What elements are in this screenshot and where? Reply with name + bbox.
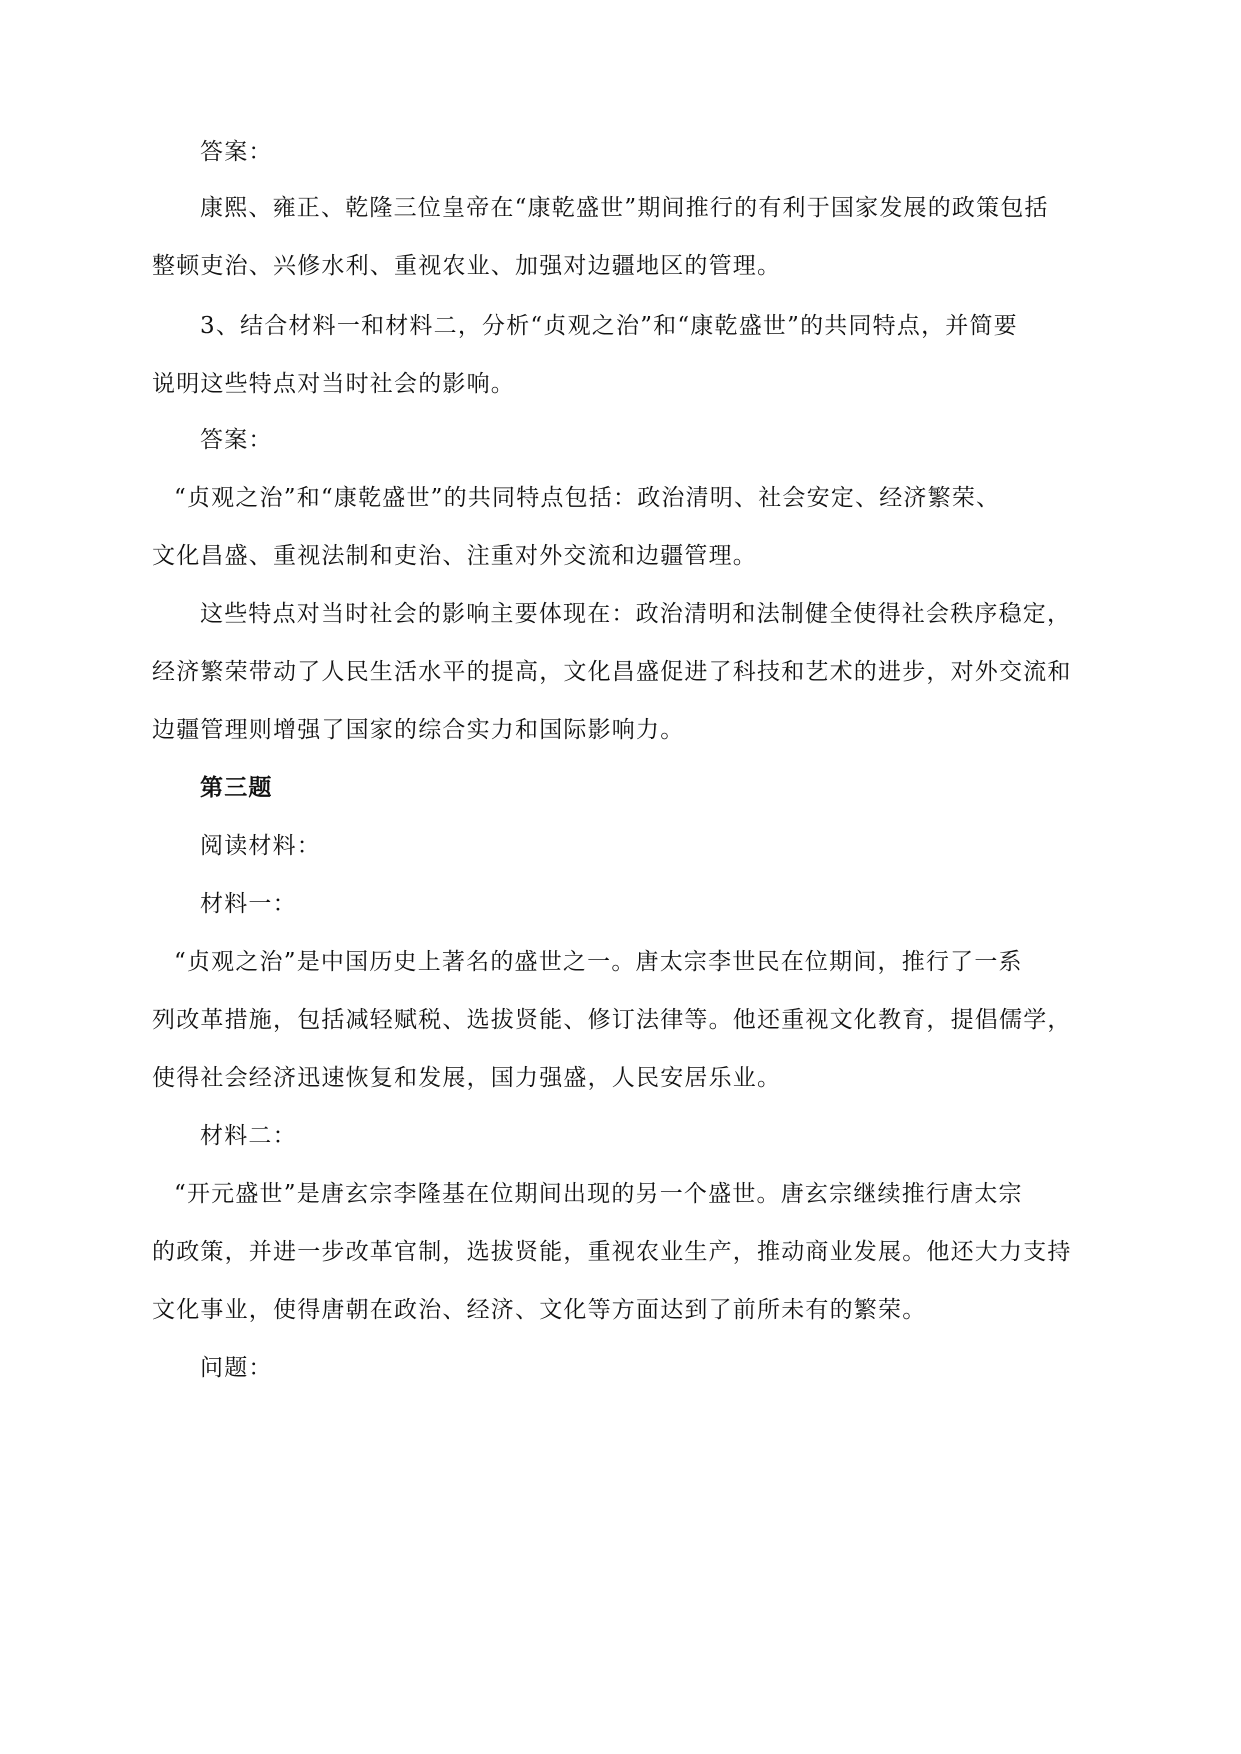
answer-paragraph-line: 边疆管理则增强了国家的综合实力和国际影响力。 <box>152 717 685 743</box>
material-2-line: 文化事业，使得唐朝在政治、经济、文化等方面达到了前所未有的繁荣。 <box>152 1297 927 1323</box>
material-1-line: “贞观之治”是中国历史上著名的盛世之一。唐太宗李世民在位期间，推行了一系 <box>174 949 1023 975</box>
answer-paragraph-line: 经济繁荣带动了人民生活水平的提高，文化昌盛促进了科技和艺术的进步，对外交流和 <box>152 659 1072 685</box>
material-1-line: 列改革措施，包括减轻赋税、选拔贤能、修订法律等。他还重视文化教育，提倡儒学， <box>152 1007 1072 1033</box>
reading-material-label: 阅读材料： <box>200 833 321 859</box>
answer-paragraph-line: “贞观之治”和“康乾盛世”的共同特点包括：政治清明、社会安定、经济繁荣、 <box>174 485 1001 511</box>
material-1-label: 材料一： <box>200 891 297 917</box>
material-2-label: 材料二： <box>200 1123 297 1149</box>
material-1-line: 使得社会经济迅速恢复和发展，国力强盛，人民安居乐业。 <box>152 1065 782 1091</box>
answer-paragraph-line: 整顿吏治、兴修水利、重视农业、加强对边疆地区的管理。 <box>152 253 782 279</box>
answer-label: 答案： <box>200 139 273 165</box>
section-title: 第三题 <box>200 775 273 801</box>
question-label: 问题： <box>200 1355 273 1381</box>
material-2-line: 的政策，并进一步改革官制，选拔贤能，重视农业生产，推动商业发展。他还大力支持 <box>152 1239 1072 1265</box>
answer-paragraph-line: 这些特点对当时社会的影响主要体现在：政治清明和法制健全使得社会秩序稳定， <box>200 601 1072 627</box>
question-3-line: 3、结合材料一和材料二，分析“贞观之治”和“康乾盛世”的共同特点，并简要 <box>200 313 1018 339</box>
material-2-line: “开元盛世”是唐玄宗李隆基在位期间出现的另一个盛世。唐玄宗继续推行唐太宗 <box>174 1181 1023 1207</box>
question-3-line: 说明这些特点对当时社会的影响。 <box>152 371 515 397</box>
answer-paragraph-line: 文化昌盛、重视法制和吏治、注重对外交流和边疆管理。 <box>152 543 757 569</box>
answer-paragraph-line: 康熙、雍正、乾隆三位皇帝在“康乾盛世”期间推行的有利于国家发展的政策包括 <box>200 195 1049 221</box>
answer-label: 答案： <box>200 427 273 453</box>
